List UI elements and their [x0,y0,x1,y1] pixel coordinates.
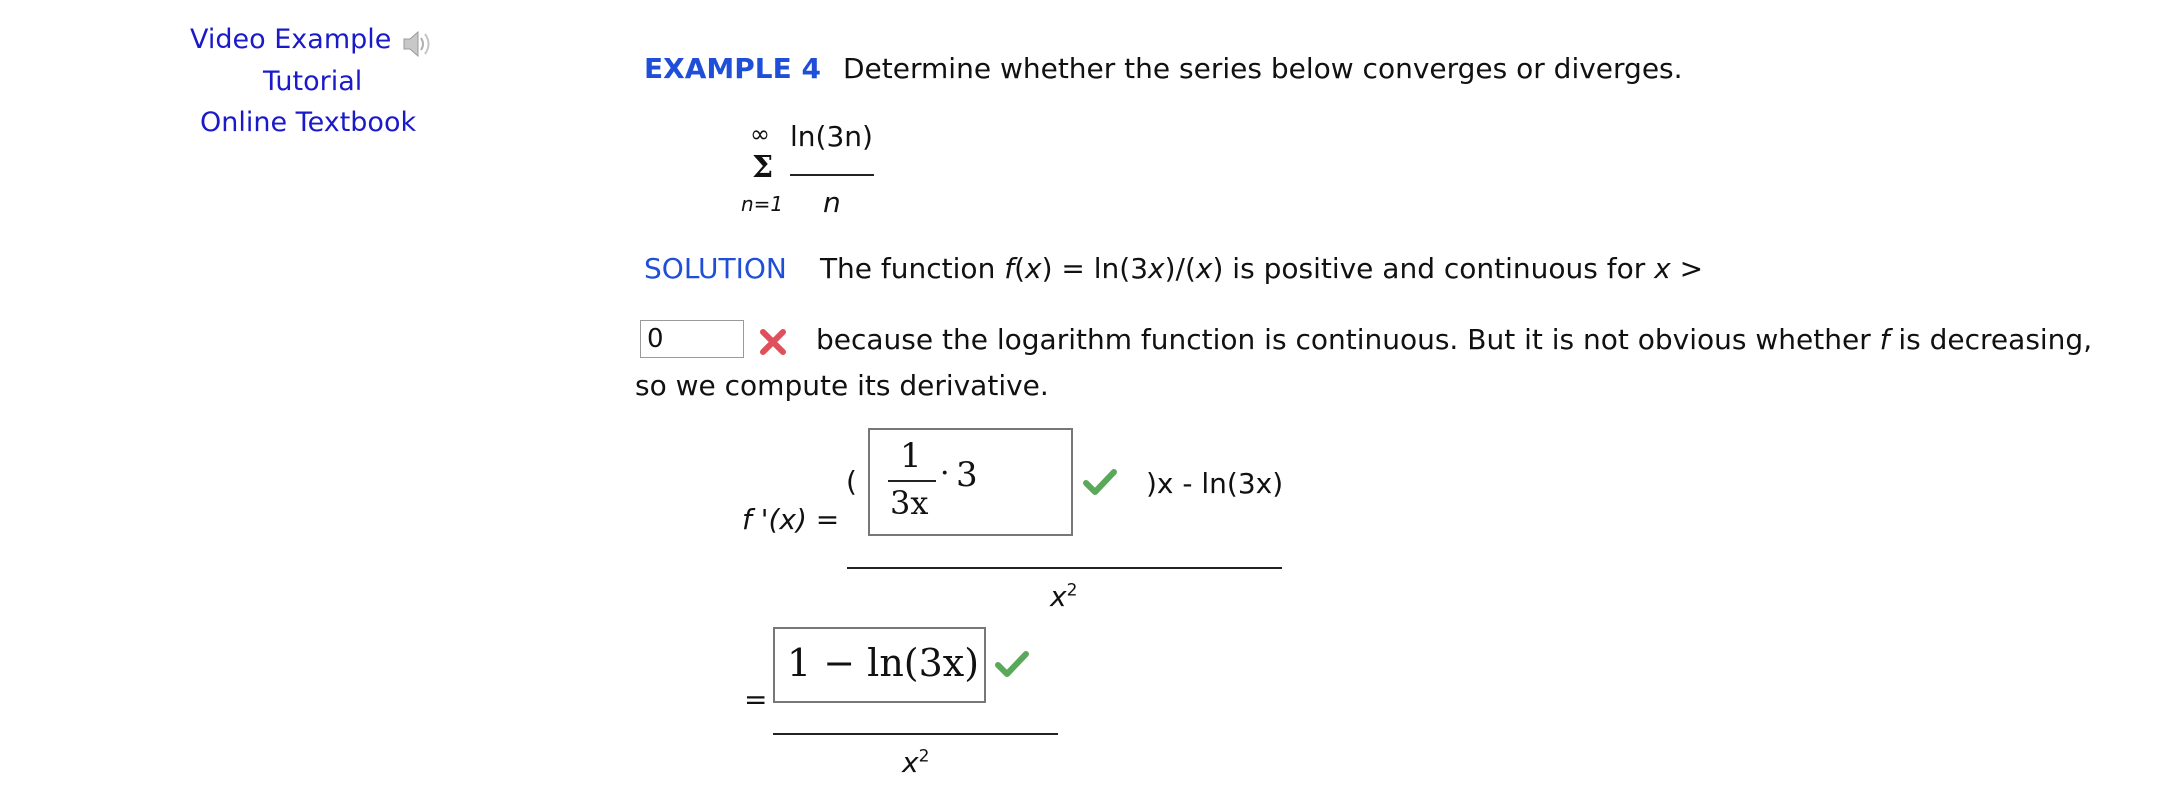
box1-three: 3 [956,455,978,495]
derivative-denominator-2: $x^2$ [902,746,930,779]
derivative-after-box-1: )x - ln(3x) [1146,467,1284,500]
solution-line-1 [644,252,1703,285]
solution-text: )/( [1164,252,1196,285]
solution-text: ) is positive and continuous for [1212,252,1655,285]
variable-x: x [1195,252,1213,285]
solution-text: > [1670,252,1704,285]
solution-label: SOLUTION [644,252,787,285]
box1-denominator: 3x [890,484,929,522]
function-f: f [1879,323,1890,356]
function-f: f [1004,252,1015,285]
solution-text: The function [819,252,1005,285]
solution-line-2 [816,323,2092,356]
derivative-answer-box-2[interactable] [773,627,986,703]
variable-x: x [1654,252,1671,285]
domain-answer-input[interactable] [640,320,744,358]
incorrect-x-icon [758,327,788,357]
series-sigma: Σ [752,150,774,185]
open-paren: ( [846,465,857,498]
series-upper-limit: ∞ [750,120,770,148]
solution-line-3: so we compute its derivative. [635,369,1049,402]
variable-x: x [1148,252,1165,285]
box1-fraction-bar [888,480,936,482]
video-example-link-row[interactable] [190,24,434,61]
video-example-link[interactable]: Video Example [190,24,392,55]
derivative-fraction-bar [847,567,1282,569]
speaker-icon[interactable] [400,27,434,61]
series-numerator: ln(3n) [790,120,873,153]
tutorial-link[interactable]: Tutorial [263,66,363,97]
variable-x: x [1025,252,1042,285]
solution-text: ( [1014,252,1026,285]
box2-expression: 1 − ln(3x) [787,641,980,685]
equals-sign: = [744,683,768,716]
solution-text: ) = ln(3 [1041,252,1149,285]
correct-check-icon [1083,468,1117,496]
derivative-lhs: f '(x) = [742,503,840,536]
series-denominator: n [823,186,841,219]
derivative-denominator: $x^2$ [1050,580,1078,613]
derivative-fraction-bar-2 [773,733,1058,735]
solution-text: is decreasing, [1889,323,2093,356]
solution-text: because the logarithm function is continuous. But it is not obvious whether [816,323,1880,356]
example-label: EXAMPLE 4 [644,52,821,85]
series-fraction-bar [790,174,874,176]
series-lower-limit: n=1 [741,192,784,216]
box1-numerator: 1 [900,436,922,476]
example-prompt: Determine whether the series below converges or diverges. [843,52,1683,85]
box1-multiply: · [940,456,950,491]
correct-check-icon [995,650,1029,678]
online-textbook-link[interactable]: Online Textbook [200,107,417,138]
derivative-answer-box-1[interactable] [868,428,1073,536]
